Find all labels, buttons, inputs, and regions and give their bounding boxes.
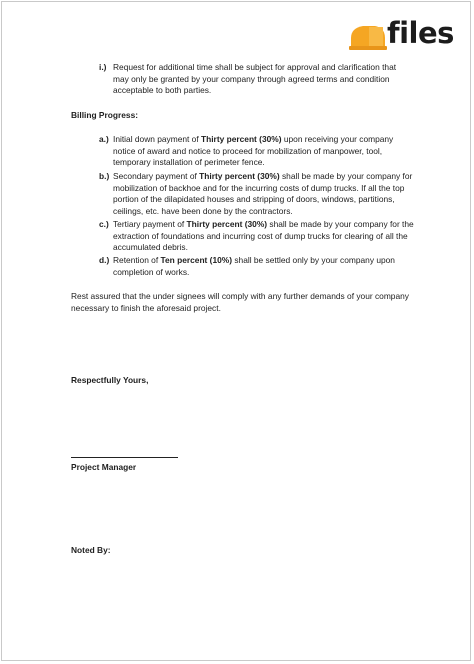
files-logo [349,16,459,58]
noted-by-label: Noted By: [71,545,111,555]
billing-item-d [99,255,414,278]
logo-wordmark: files [387,16,454,50]
item-marker: c.) [99,219,109,229]
sign-off: Respectfully Yours, [71,375,149,385]
item-text: Retention of Ten percent (10%) shall be settled only by your company upon completion of works. [113,255,395,277]
item-marker: b.) [99,171,110,181]
billing-item-b [99,171,414,217]
signature-line [71,457,178,458]
item-marker: d.) [99,255,110,265]
hardhat-icon [349,24,387,50]
billing-item-a [99,134,414,169]
closing-paragraph: Rest assured that the under signees will comply with any further demands of your company necessary to finish the aforesaid project. [71,291,409,313]
billing-progress-heading: Billing Progress: [71,110,139,120]
item-marker: a.) [99,134,109,144]
item-marker: i.) [99,62,107,72]
signatory-title: Project Manager [71,462,137,472]
item-text: Secondary payment of Thirty percent (30%) shall be made by your company for mobilization of backhoe and for the incurring costs of dump trucks. If all the top portion of the dilapidated houses and stripping of doors, windows, partitions, ceilings, etc. have been done by the contractors. [113,171,413,216]
clause-item-i [99,62,414,97]
billing-item-c [99,219,414,254]
item-text: Initial down payment of Thirty percent (30%) upon receiving your company notice of award and notice to proceed for mobilization of manpower, tool, temporary installation of perimeter fence. [113,134,394,168]
item-text: Request for additional time shall be subject for approval and clarification that may only be granted by your company through agreed terms and condition acceptable to both parties. [113,62,397,96]
document-page [1,1,471,661]
item-text: Tertiary payment of Thirty percent (30%) shall be made by your company for the extraction of foundations and incurring cost of dump trucks for clearing of all the accumulated debris. [113,219,414,253]
